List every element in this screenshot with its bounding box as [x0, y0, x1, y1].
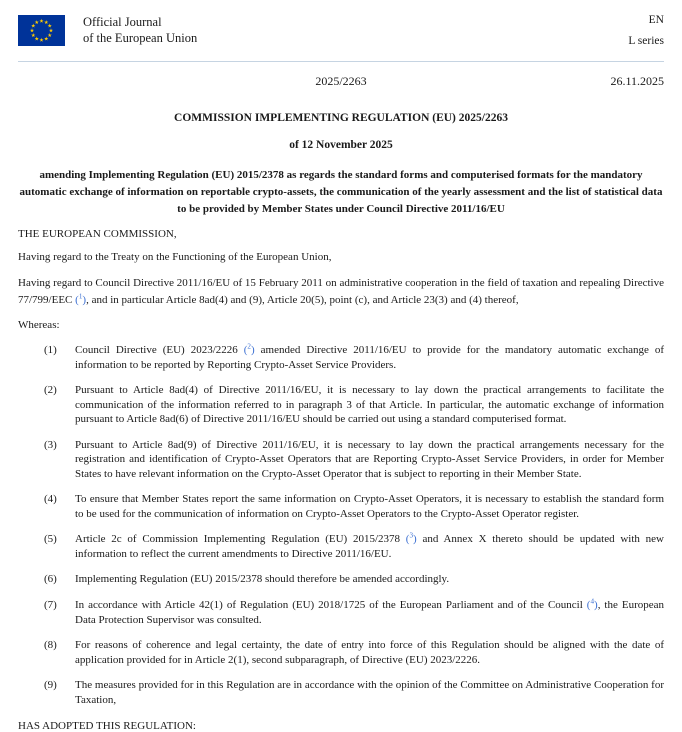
regulation-title: COMMISSION IMPLEMENTING REGULATION (EU) 2025/2263: [174, 112, 508, 124]
journal-title: [83, 12, 197, 46]
preamble-opening: THE EUROPEAN COMMISSION,: [18, 228, 177, 241]
header-divider: [18, 61, 664, 62]
regulation-date-line: of 12 November 2025: [289, 139, 393, 151]
recital-number: (4): [44, 493, 57, 506]
language-code: EN: [648, 14, 664, 26]
doc-date: 26.11.2025: [610, 74, 664, 88]
document-body: [18, 228, 664, 732]
recital-row: [18, 532, 664, 561]
recital-text: Pursuant to Article 8ad(9) of Directive 2011/16/EU, it is necessary to lay down the practical arrangements necessary for the registration and identification of Crypto-Asset Operators that are Reporting Crypto-Asset Service Providers, in order for Member States to have relevant information on the Crypto-Asset Operator that is subject to reporting in their Member State.: [75, 438, 664, 480]
recital-number: (9): [44, 679, 57, 692]
regulation-subject: amending Implementing Regulation (EU) 2015/2378 as regards the standard forms and computerised formats for the mandatory automatic exchange of information on reportable crypto-assets, the communication of the yearly assessment and the list of statistical data to be provided by Member States under Council Directive 2011/16/EU: [19, 169, 663, 216]
recital-text: For reasons of coherence and legal certainty, the date of entry into force of this Regulation should be aligned with the date of application provided for in Article 2(1), second subparagraph, of Directive (EU) 2023/2226.: [75, 639, 664, 666]
journal-header: [18, 12, 664, 48]
journal-branding: [18, 12, 197, 46]
recital-text: Article 2c of Commission Implementing Regulation (EU) 2015/2378 ($^3$) and Annex X thereto should be updated with new information to reflect the current amendments to Directive 2011/16/EU.: [75, 531, 665, 560]
recital-number: (3): [44, 438, 57, 451]
recital-row: [18, 383, 664, 427]
recital-number: (1): [44, 344, 57, 357]
recital-text: Council Directive (EU) 2023/2226 ($^2$) amended Directive 2011/16/EU to provide for the mandatory automatic exchange of information to be reported by Reporting Crypto-Asset Service Providers.: [75, 342, 664, 371]
citation-paragraph: Having regard to Council Directive 2011/16/EU of 15 February 2011 on administrative cooperation in the field of taxation and repealing Directive 77/799/EEC ($^1$), and in particular Article 8ad(4) and (9), Article 20(5), point (c), and Article 23(3) and (4) thereof,: [18, 277, 664, 307]
recital-row: [18, 438, 664, 482]
whereas-label: Whereas:: [18, 319, 60, 332]
recital-number: (7): [44, 598, 57, 611]
eu-flag-icon: [18, 15, 65, 46]
journal-title-line2: of the European Union: [83, 31, 198, 45]
citation-paragraph: Having regard to the Treaty on the Functioning of the European Union,: [18, 251, 332, 264]
recital-number: (8): [44, 639, 57, 652]
recital-number: (2): [44, 384, 57, 397]
footnote-ref[interactable]: ($^2$): [243, 342, 255, 357]
doc-meta-row: [18, 74, 664, 89]
footnote-ref[interactable]: ($^4$): [586, 597, 598, 611]
recital-number: (6): [44, 573, 57, 586]
journal-title-line1: Official Journal: [83, 15, 162, 29]
journal-edition: [628, 12, 664, 48]
recital-row: [18, 572, 664, 587]
doc-number: 2025/2263: [315, 74, 367, 88]
recital-number: (5): [44, 533, 57, 546]
footnote-ref[interactable]: ($^3$): [405, 531, 417, 546]
recital-text: In accordance with Article 42(1) of Regulation (EU) 2018/1725 of the European Parliament and of the Council ($^4$), the European Data Protection Supervisor was consulted.: [75, 597, 664, 626]
series-label: L series: [628, 35, 664, 47]
recital-text: To ensure that Member States report the same information on Crypto-Asset Operators, it is necessary to establish the standard form to be used for the communication of information on Crypto-Asset Operators to the Crypto-Asset Operator register.: [75, 493, 664, 520]
recital-row: [18, 343, 664, 372]
recitals: [18, 343, 664, 707]
recital-row: [18, 598, 664, 627]
citations: [18, 249, 664, 309]
recital-row: [18, 678, 664, 707]
footnote-ref[interactable]: ($^1$): [75, 292, 87, 307]
recital-text: Implementing Regulation (EU) 2015/2378 should therefore be amended accordingly.: [75, 573, 450, 586]
recital-row: [18, 492, 664, 521]
recital-text: The measures provided for in this Regulation are in accordance with the opinion of the Committee on Administrative Cooperation for Taxation,: [75, 679, 664, 706]
preamble-closing: HAS ADOPTED THIS REGULATION:: [18, 720, 196, 732]
recital-row: [18, 638, 664, 667]
recital-text: Pursuant to Article 8ad(4) of Directive 2011/16/EU, it is necessary to lay down the practical arrangements to facilitate the communication of the information referred to in paragraph 3 of that Article. In particular, the automatic exchange of information pursuant to Article 8ad(6) of Directive 2011/16/EU should be carried out using a standard computerised format.: [75, 384, 664, 426]
